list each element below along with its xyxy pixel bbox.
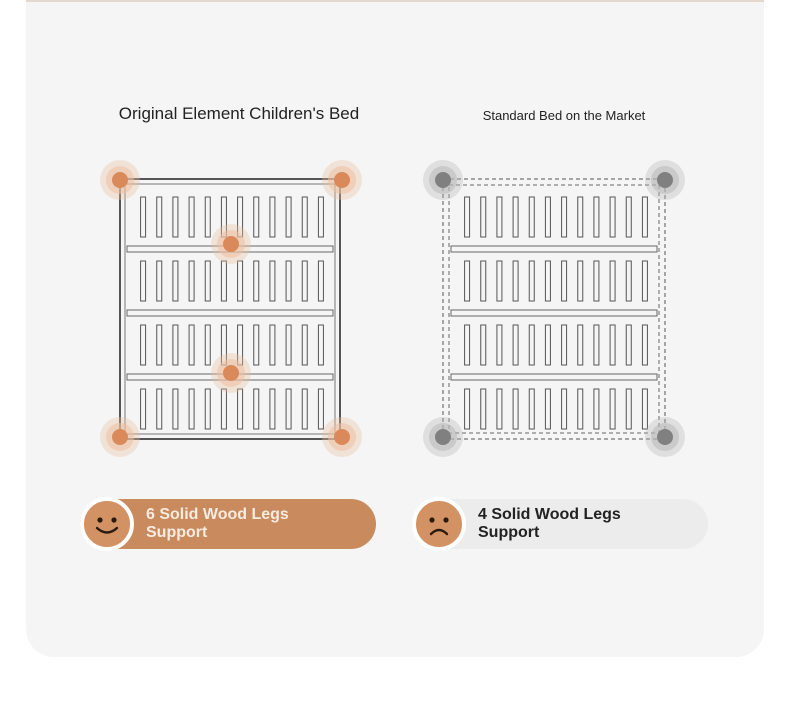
bed-slat bbox=[594, 261, 599, 301]
bed-slat bbox=[318, 197, 323, 237]
left-legs-badge bbox=[80, 499, 376, 549]
support-leg bbox=[211, 224, 251, 264]
bed-slat bbox=[173, 325, 178, 365]
bed-slat bbox=[610, 197, 615, 237]
bed-slat bbox=[205, 389, 210, 429]
comparison-card bbox=[26, 0, 764, 657]
bed-slat bbox=[513, 325, 518, 365]
bed-slat bbox=[286, 261, 291, 301]
support-leg bbox=[211, 353, 251, 393]
bed-slat bbox=[141, 325, 146, 365]
bed-slat bbox=[173, 197, 178, 237]
right-legs-label: 4 Solid Wood Legs Support bbox=[478, 506, 621, 541]
bed-slat bbox=[626, 389, 631, 429]
bed-slat bbox=[157, 197, 162, 237]
bed-slat bbox=[318, 325, 323, 365]
bed-slat bbox=[141, 197, 146, 237]
right-legs-badge bbox=[412, 499, 708, 549]
support-leg bbox=[423, 417, 463, 457]
bed-slat bbox=[286, 197, 291, 237]
bed-slat bbox=[318, 261, 323, 301]
support-leg bbox=[322, 417, 362, 457]
bed-slat bbox=[642, 325, 647, 365]
bed-slat bbox=[545, 389, 550, 429]
bed-slat bbox=[529, 261, 534, 301]
bed-slat bbox=[562, 389, 567, 429]
bed-slat bbox=[578, 261, 583, 301]
bed-slat bbox=[513, 197, 518, 237]
bed-slat bbox=[189, 197, 194, 237]
bed-slat bbox=[481, 197, 486, 237]
bed-cross-bar bbox=[451, 246, 657, 252]
bed-slat bbox=[497, 389, 502, 429]
right-bed-diagram bbox=[423, 157, 713, 467]
bed-cross-bar bbox=[451, 374, 657, 380]
bed-slat bbox=[465, 389, 470, 429]
bed-slat bbox=[205, 325, 210, 365]
frown-icon bbox=[412, 497, 466, 551]
smile-icon bbox=[80, 497, 134, 551]
bed-slat bbox=[562, 261, 567, 301]
bed-slat bbox=[189, 261, 194, 301]
bed-slat bbox=[578, 389, 583, 429]
support-leg bbox=[100, 160, 140, 200]
bed-slat bbox=[189, 389, 194, 429]
bed-slat bbox=[513, 261, 518, 301]
bed-slat bbox=[302, 389, 307, 429]
bed-slat bbox=[318, 389, 323, 429]
bed-slat bbox=[578, 325, 583, 365]
support-leg bbox=[645, 160, 685, 200]
bed-slat bbox=[578, 197, 583, 237]
bed-slat bbox=[157, 261, 162, 301]
bed-slat bbox=[254, 389, 259, 429]
bed-slat bbox=[221, 261, 226, 301]
bed-slat bbox=[286, 389, 291, 429]
bed-slat bbox=[610, 325, 615, 365]
support-leg bbox=[100, 417, 140, 457]
bed-slat bbox=[513, 389, 518, 429]
bed-slat bbox=[626, 261, 631, 301]
bed-slat bbox=[254, 197, 259, 237]
bed-slat bbox=[626, 325, 631, 365]
bed-slat bbox=[642, 261, 647, 301]
bed-slat bbox=[157, 389, 162, 429]
bed-slat bbox=[545, 325, 550, 365]
bed-slat bbox=[302, 325, 307, 365]
bed-slat bbox=[481, 261, 486, 301]
bed-slat bbox=[562, 197, 567, 237]
bed-slat bbox=[626, 197, 631, 237]
bed-slat bbox=[157, 325, 162, 365]
left-legs-label: 6 Solid Wood Legs Support bbox=[146, 506, 289, 541]
right-bed-legs bbox=[423, 160, 685, 457]
left-bed-legs bbox=[100, 160, 362, 457]
bed-slat bbox=[610, 389, 615, 429]
bed-slat bbox=[286, 325, 291, 365]
bed-slat bbox=[141, 261, 146, 301]
bed-slat bbox=[173, 261, 178, 301]
bed-slat bbox=[529, 197, 534, 237]
bed-slat bbox=[594, 389, 599, 429]
bed-slat bbox=[497, 261, 502, 301]
bed-slat bbox=[270, 389, 275, 429]
bed-slat bbox=[481, 389, 486, 429]
bed-slat bbox=[529, 389, 534, 429]
bed-slat bbox=[594, 197, 599, 237]
bed-slat bbox=[497, 197, 502, 237]
bed-slat bbox=[189, 325, 194, 365]
bed-slat bbox=[205, 197, 210, 237]
bed-slat bbox=[270, 197, 275, 237]
bed-slat bbox=[529, 325, 534, 365]
bed-slat bbox=[221, 389, 226, 429]
right-bed-title: Standard Bed on the Market bbox=[482, 108, 646, 123]
bed-cross-bar bbox=[451, 310, 657, 316]
support-leg bbox=[322, 160, 362, 200]
bed-slat bbox=[642, 197, 647, 237]
bed-slat bbox=[270, 325, 275, 365]
bed-slat bbox=[238, 261, 243, 301]
bed-slat bbox=[481, 325, 486, 365]
bed-slat bbox=[545, 197, 550, 237]
bed-slat bbox=[173, 389, 178, 429]
bed-slat bbox=[562, 325, 567, 365]
bed-slat bbox=[465, 261, 470, 301]
bed-slat bbox=[465, 325, 470, 365]
bed-cross-bar bbox=[127, 310, 333, 316]
bed-slat bbox=[302, 197, 307, 237]
support-leg bbox=[645, 417, 685, 457]
bed-slat bbox=[497, 325, 502, 365]
left-bed-title: Original Element Children's Bed bbox=[118, 104, 360, 123]
bed-slat bbox=[270, 261, 275, 301]
bed-slat bbox=[642, 389, 647, 429]
bed-slat bbox=[545, 261, 550, 301]
bed-slat bbox=[254, 325, 259, 365]
bed-slat bbox=[302, 261, 307, 301]
bed-slat bbox=[594, 325, 599, 365]
support-leg bbox=[423, 160, 463, 200]
bed-slat bbox=[141, 389, 146, 429]
bed-slat bbox=[254, 261, 259, 301]
right-bed-slats bbox=[451, 197, 657, 429]
bed-slat bbox=[465, 197, 470, 237]
bed-slat bbox=[205, 261, 210, 301]
left-bed-diagram bbox=[96, 157, 386, 467]
bed-slat bbox=[238, 389, 243, 429]
bed-slat bbox=[610, 261, 615, 301]
